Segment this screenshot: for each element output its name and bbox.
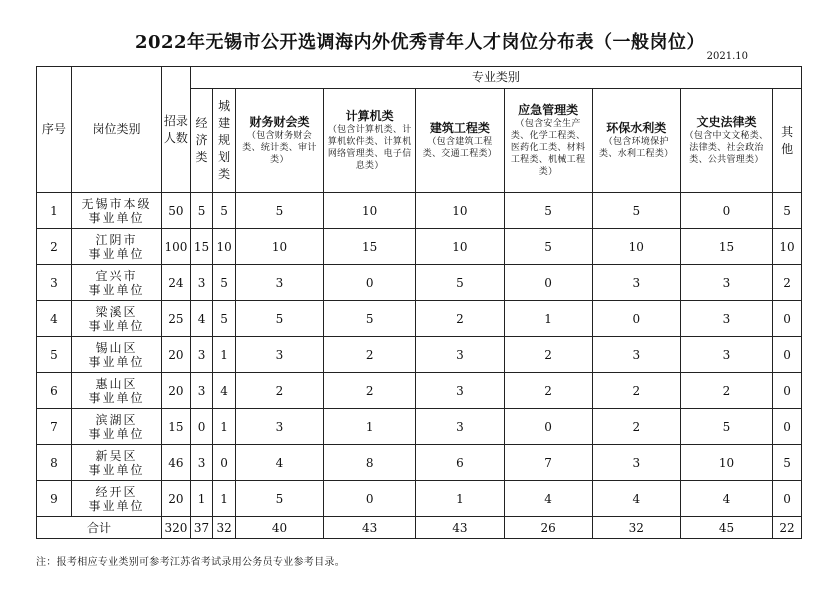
cell-seq: 3 bbox=[37, 265, 72, 301]
cell-environment: 3 bbox=[592, 265, 680, 301]
cell-unit: 惠山区 事业单位 bbox=[71, 373, 161, 409]
cell-law: 0 bbox=[680, 193, 772, 229]
cell-urban: 5 bbox=[213, 265, 236, 301]
total-finance: 40 bbox=[235, 517, 323, 539]
cell-emergency: 1 bbox=[504, 301, 592, 337]
cell-law: 10 bbox=[680, 445, 772, 481]
table-row bbox=[37, 409, 802, 445]
cell-urban: 1 bbox=[213, 337, 236, 373]
table-row bbox=[37, 337, 802, 373]
cell-emergency: 2 bbox=[504, 337, 592, 373]
cell-recruit: 100 bbox=[162, 229, 191, 265]
cell-unit: 新吴区 事业单位 bbox=[71, 445, 161, 481]
table-row bbox=[37, 193, 802, 229]
total-urban: 32 bbox=[213, 517, 236, 539]
header-law: 文史法律类 （包含中文文秘类、法律类、社会政治类、公共管理类） bbox=[680, 89, 772, 193]
cell-emergency: 4 bbox=[504, 481, 592, 517]
cell-economics: 3 bbox=[190, 373, 213, 409]
cell-unit: 宜兴市 事业单位 bbox=[71, 265, 161, 301]
cell-unit: 经开区 事业单位 bbox=[71, 481, 161, 517]
cell-emergency: 0 bbox=[504, 409, 592, 445]
cell-construction: 3 bbox=[416, 337, 504, 373]
cell-urban: 0 bbox=[213, 445, 236, 481]
position-distribution-table bbox=[36, 66, 802, 539]
cell-urban: 4 bbox=[213, 373, 236, 409]
total-computer: 43 bbox=[324, 517, 416, 539]
cell-law: 2 bbox=[680, 373, 772, 409]
cell-seq: 9 bbox=[37, 481, 72, 517]
cell-seq: 6 bbox=[37, 373, 72, 409]
cell-computer: 5 bbox=[324, 301, 416, 337]
cell-finance: 5 bbox=[235, 193, 323, 229]
cell-seq: 4 bbox=[37, 301, 72, 337]
cell-unit: 锡山区 事业单位 bbox=[71, 337, 161, 373]
cell-construction: 10 bbox=[416, 229, 504, 265]
cell-construction: 10 bbox=[416, 193, 504, 229]
header-category: 岗位类别 bbox=[71, 67, 161, 193]
cell-computer: 0 bbox=[324, 265, 416, 301]
cell-recruit: 24 bbox=[162, 265, 191, 301]
cell-computer: 2 bbox=[324, 373, 416, 409]
header-urban: 城建规划类 bbox=[213, 89, 236, 193]
cell-other: 0 bbox=[773, 481, 802, 517]
total-economics: 37 bbox=[190, 517, 213, 539]
cell-unit: 江阴市 事业单位 bbox=[71, 229, 161, 265]
total-environment: 32 bbox=[592, 517, 680, 539]
cell-economics: 3 bbox=[190, 445, 213, 481]
document-date: 2021.10 bbox=[706, 51, 748, 62]
cell-law: 3 bbox=[680, 301, 772, 337]
cell-construction: 5 bbox=[416, 265, 504, 301]
cell-other: 0 bbox=[773, 373, 802, 409]
cell-emergency: 5 bbox=[504, 193, 592, 229]
cell-urban: 1 bbox=[213, 409, 236, 445]
header-finance: 财务财会类 （包含财务财会类、统计类、审计类） bbox=[235, 89, 323, 193]
total-law: 45 bbox=[680, 517, 772, 539]
cell-economics: 4 bbox=[190, 301, 213, 337]
cell-recruit: 46 bbox=[162, 445, 191, 481]
cell-finance: 3 bbox=[235, 265, 323, 301]
cell-economics: 1 bbox=[190, 481, 213, 517]
cell-unit: 滨湖区 事业单位 bbox=[71, 409, 161, 445]
cell-economics: 3 bbox=[190, 265, 213, 301]
cell-finance: 3 bbox=[235, 409, 323, 445]
header-construction: 建筑工程类 （包含建筑工程类、交通工程类） bbox=[416, 89, 504, 193]
cell-finance: 3 bbox=[235, 337, 323, 373]
cell-seq: 7 bbox=[37, 409, 72, 445]
cell-environment: 2 bbox=[592, 373, 680, 409]
cell-other: 5 bbox=[773, 445, 802, 481]
table-row bbox=[37, 265, 802, 301]
cell-finance: 4 bbox=[235, 445, 323, 481]
cell-finance: 5 bbox=[235, 481, 323, 517]
header-economics: 经济类 bbox=[190, 89, 213, 193]
cell-environment: 2 bbox=[592, 409, 680, 445]
header-seq: 序号 bbox=[37, 67, 72, 193]
cell-environment: 10 bbox=[592, 229, 680, 265]
cell-computer: 8 bbox=[324, 445, 416, 481]
cell-seq: 2 bbox=[37, 229, 72, 265]
cell-other: 2 bbox=[773, 265, 802, 301]
total-recruit: 320 bbox=[162, 517, 191, 539]
cell-recruit: 20 bbox=[162, 337, 191, 373]
footnote: 注：报考相应专业类别可参考江苏省考试录用公务员专业参考目录。 bbox=[36, 557, 345, 568]
cell-emergency: 5 bbox=[504, 229, 592, 265]
cell-other: 5 bbox=[773, 193, 802, 229]
cell-unit: 梁溪区 事业单位 bbox=[71, 301, 161, 337]
table-row bbox=[37, 481, 802, 517]
cell-computer: 15 bbox=[324, 229, 416, 265]
cell-recruit: 25 bbox=[162, 301, 191, 337]
cell-computer: 1 bbox=[324, 409, 416, 445]
page-title: 2022年无锡市公开选调海内外优秀青年人才岗位分布表（一般岗位） bbox=[134, 32, 706, 53]
total-other: 22 bbox=[773, 517, 802, 539]
cell-environment: 3 bbox=[592, 337, 680, 373]
cell-computer: 2 bbox=[324, 337, 416, 373]
table-row bbox=[37, 229, 802, 265]
cell-economics: 15 bbox=[190, 229, 213, 265]
cell-recruit: 15 bbox=[162, 409, 191, 445]
cell-emergency: 0 bbox=[504, 265, 592, 301]
cell-seq: 5 bbox=[37, 337, 72, 373]
cell-law: 3 bbox=[680, 337, 772, 373]
cell-seq: 1 bbox=[37, 193, 72, 229]
cell-construction: 1 bbox=[416, 481, 504, 517]
cell-other: 0 bbox=[773, 301, 802, 337]
cell-urban: 5 bbox=[213, 301, 236, 337]
cell-finance: 2 bbox=[235, 373, 323, 409]
cell-emergency: 7 bbox=[504, 445, 592, 481]
cell-construction: 2 bbox=[416, 301, 504, 337]
cell-law: 3 bbox=[680, 265, 772, 301]
cell-seq: 8 bbox=[37, 445, 72, 481]
cell-environment: 3 bbox=[592, 445, 680, 481]
cell-environment: 5 bbox=[592, 193, 680, 229]
cell-environment: 4 bbox=[592, 481, 680, 517]
cell-law: 15 bbox=[680, 229, 772, 265]
cell-computer: 0 bbox=[324, 481, 416, 517]
header-computer: 计算机类 （包含计算机类、计算机软件类、计算机网络管理类、电子信息类） bbox=[324, 89, 416, 193]
total-emergency: 26 bbox=[504, 517, 592, 539]
cell-recruit: 20 bbox=[162, 373, 191, 409]
cell-urban: 1 bbox=[213, 481, 236, 517]
header-other: 其他 bbox=[773, 89, 802, 193]
total-label: 合计 bbox=[37, 517, 162, 539]
total-construction: 43 bbox=[416, 517, 504, 539]
cell-economics: 5 bbox=[190, 193, 213, 229]
cell-finance: 10 bbox=[235, 229, 323, 265]
cell-economics: 3 bbox=[190, 337, 213, 373]
table-row bbox=[37, 301, 802, 337]
cell-environment: 0 bbox=[592, 301, 680, 337]
cell-construction: 3 bbox=[416, 373, 504, 409]
cell-unit: 无锡市本级 事业单位 bbox=[71, 193, 161, 229]
cell-emergency: 2 bbox=[504, 373, 592, 409]
cell-other: 10 bbox=[773, 229, 802, 265]
header-recruit: 招录人数 bbox=[162, 67, 191, 193]
cell-recruit: 20 bbox=[162, 481, 191, 517]
header-environment: 环保水利类 （包含环境保护类、水利工程类） bbox=[592, 89, 680, 193]
total-row bbox=[37, 517, 802, 539]
cell-recruit: 50 bbox=[162, 193, 191, 229]
table-row bbox=[37, 445, 802, 481]
cell-construction: 3 bbox=[416, 409, 504, 445]
table-row bbox=[37, 373, 802, 409]
cell-law: 4 bbox=[680, 481, 772, 517]
cell-urban: 10 bbox=[213, 229, 236, 265]
cell-urban: 5 bbox=[213, 193, 236, 229]
cell-construction: 6 bbox=[416, 445, 504, 481]
header-emergency: 应急管理类 （包含安全生产类、化学工程类、医药化工类、材料工程类、机械工程类） bbox=[504, 89, 592, 193]
header-major-group: 专业类别 bbox=[190, 67, 801, 89]
cell-other: 0 bbox=[773, 337, 802, 373]
cell-computer: 10 bbox=[324, 193, 416, 229]
cell-law: 5 bbox=[680, 409, 772, 445]
cell-finance: 5 bbox=[235, 301, 323, 337]
cell-other: 0 bbox=[773, 409, 802, 445]
cell-economics: 0 bbox=[190, 409, 213, 445]
